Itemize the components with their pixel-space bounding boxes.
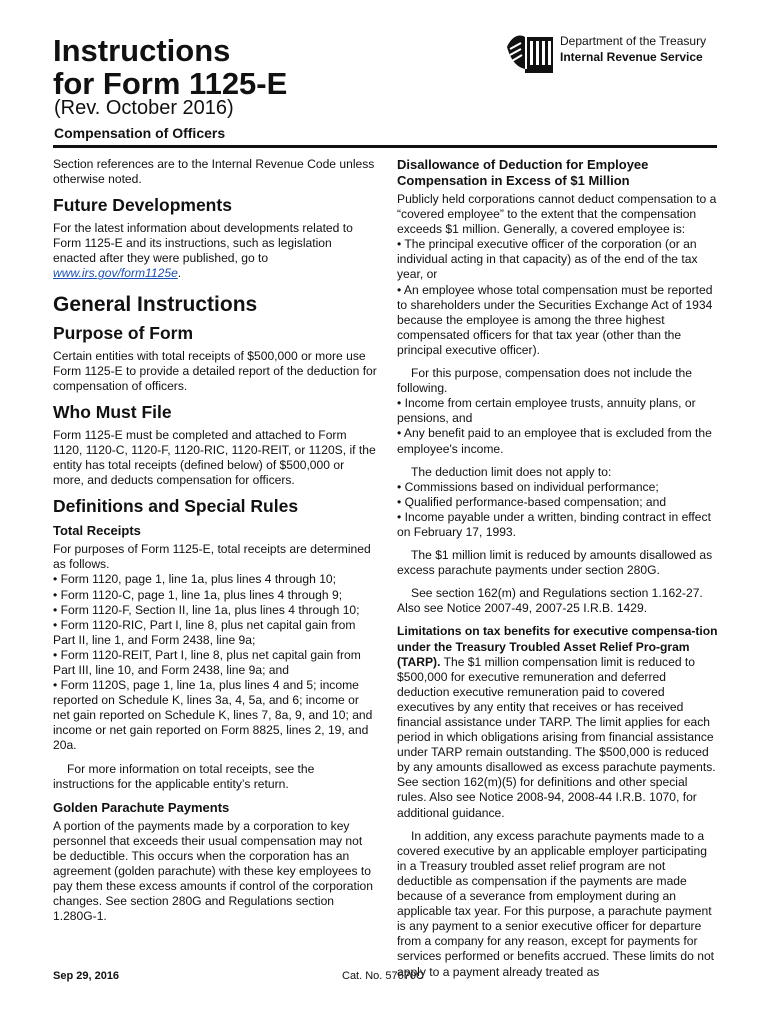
footer-date: Sep 29, 2016: [53, 970, 120, 982]
limit-text: The deduction limit does not apply to:: [411, 464, 612, 479]
golden-parachute-text: A portion of the payments made by a corporation to key personnel that exceeds their usual compensation may not be deductible. This occurs when the corporation has an agreement (golden parachute) with these key employees to pay them these excess amounts if control of the corporation changes. See section 280G and Regulations section 1.280G-1.: [53, 818, 373, 924]
left-column: [53, 157, 378, 932]
agency-name: [560, 33, 706, 65]
subtitle: Compensation of Officers: [54, 125, 226, 141]
disallowance-text: Publicly held corporations cannot deduct compensation to a “covered employee” to the extent that the compensation exceeds $1 million. Generally, a covered employee is:: [397, 192, 717, 237]
agency-line-2: Internal Revenue Service: [560, 50, 703, 64]
future-developments-text: For the latest information about developments related to Form 1125-E and its instructions, such as legislation enacted after they were published, go to www.irs.gov/form1125e.: [53, 221, 353, 281]
compensation-purpose-text: For this purpose, compensation does not include the following.: [397, 366, 693, 396]
list-item: • Income payable under a written, binding contract in effect on February 17, 1993.: [397, 509, 711, 539]
list-item: • An employee whose total compensation must be reported to shareholders under the Securities Exchange Act of 1934 because the employee is among the three highest compensated officers for that tax year (other than the principal executive officer).: [397, 282, 713, 357]
purpose-text: Certain entities with total receipts of $500,000 or more use Form 1125-E to provide a detailed report of the deduction for compensation of officers.: [53, 348, 377, 393]
covered-list: [397, 237, 719, 358]
tarp-text: The $1 million compensation limit is reduced to $500,000 for executive remuneration and deferred deduction executive remuneration paid to covered executives by any entity that receives or has received financial assistance under TARP. The limit applies for each period in which obligations arising from financial assistance under TARP remain outstanding. The $500,000 is reduced by any amounts disallowed as excess parachute payments. See section 162(m)(5) for definitions and other special rules. Also see Notice 2008-94, 2008-44 I.R.B. 1070, for additional guidance.: [397, 654, 716, 820]
receipts-list: [53, 572, 378, 753]
irs-eagle-logo-icon: [503, 29, 557, 75]
disallowance-heading: Disallowance of Deduction for Employee Compensation in Excess of $1 Million: [397, 157, 649, 188]
irs-link[interactable]: www.irs.gov/form1125e: [53, 266, 178, 281]
list-item: • Any benefit paid to an employee that is excluded from the employee's income.: [397, 426, 712, 456]
document-title: [53, 34, 287, 100]
list-item: • Form 1120-F, Section II, line 1a, plus lines 4 through 10;: [53, 602, 360, 617]
list-item: • Form 1120-RIC, Part I, line 8, plus net capital gain from Part II, line 1, and Form 2438, line 9a;: [53, 617, 356, 647]
agency-line-1: Department of the Treasury: [560, 34, 707, 48]
intro-text: Section references are to the Internal Revenue Code unless otherwise noted.: [53, 157, 375, 187]
list-item: • Form 1120, page 1, line 1a, plus lines 4 through 10;: [53, 572, 337, 587]
tarp-paragraph: [397, 624, 719, 820]
definitions-heading: Definitions and Special Rules: [53, 496, 299, 517]
list-item: • Form 1120-REIT, Part I, line 8, plus net capital gain from Part III, line 10, and Form 2438, line 9a; and: [53, 647, 361, 677]
golden-parachute-heading: Golden Parachute Payments: [53, 799, 230, 815]
purpose-heading: Purpose of Form: [53, 322, 194, 343]
title-line-2: for Form 1125-E: [53, 66, 288, 101]
who-must-file-text: Form 1125-E must be completed and attached to Form 1120, 1120-C, 1120-F, 1120-RIC, 1120-REIT, or 1120S, if the entity has total receipts (defined below) of $500,000 or more, and deducts compensation for officers.: [53, 427, 376, 488]
addition-text: In addition, any excess parachute payments made to a covered executive by an applicable employer participating in a Treasury troubled asset relief program are not deductible as compensation if the payments are made because of a severance from employment during an applicable tax year. For this purpose, a parachute payment is any payment to a senior executive officer for departure from a company for any reason, except for payments for services performed or benefits accrued. These limits do not apply to a payment already treated as: [397, 828, 715, 979]
header-rule: [53, 145, 717, 148]
exclusion-list: [397, 396, 719, 456]
tarp-heading: Limitations on tax benefits for executive compensa-tion under the Treasury Troubled Asset Relief Pro-gram (TARP).: [397, 624, 718, 669]
see-section-text: See section 162(m) and Regulations section 1.162-27. Also see Notice 2007-49, 2007-25 I.R.B. 1429.: [397, 586, 703, 616]
title-line-1: Instructions: [53, 33, 231, 68]
future-developments-body: For the latest information about developments related to Form 1125-E and its instructions, such as legislation enacted after they were published, go to: [53, 221, 353, 266]
list-item: • Form 1120-C, page 1, line 1a, plus lines 4 through 9;: [53, 587, 343, 602]
list-item: • Commissions based on individual performance;: [397, 479, 659, 494]
revision-date: (Rev. October 2016): [54, 97, 234, 119]
list-item: • The principal executive officer of the corporation (or an individual acting in that capacity) as of the end of the tax year, or: [397, 237, 698, 282]
general-instructions-heading: General Instructions: [53, 292, 258, 316]
total-receipts-heading: Total Receipts: [53, 523, 141, 539]
list-item: • Qualified performance-based compensation; and: [397, 494, 667, 509]
reduced-limit-text: The $1 million limit is reduced by amounts disallowed as excess parachute payments under section 280G.: [397, 548, 713, 578]
limit-list: [397, 480, 719, 540]
footer-cat-no: Cat. No. 57670C: [342, 970, 424, 982]
who-must-file-heading: Who Must File: [53, 401, 172, 422]
receipts-more-text: For more information on total receipts, see the instructions for the applicable entity’s return.: [53, 761, 315, 791]
list-item: • Income from certain employee trusts, annuity plans, or pensions, and: [397, 396, 696, 426]
total-receipts-intro: For purposes of Form 1125-E, total receipts are determined as follows.: [53, 542, 371, 572]
list-item: • Form 1120S, page 1, line 1a, plus lines 4 and 5; income reported on Schedule K, lines 3a, 4, 5a, and 6; income or net gain reported on Schedule K, lines 7, 8a, 9, and 10; and income or net gain reported on Form 8825, lines 2, 19, and 20a.: [53, 678, 373, 753]
future-developments-heading: Future Developments: [53, 195, 232, 216]
right-column: [397, 157, 719, 988]
